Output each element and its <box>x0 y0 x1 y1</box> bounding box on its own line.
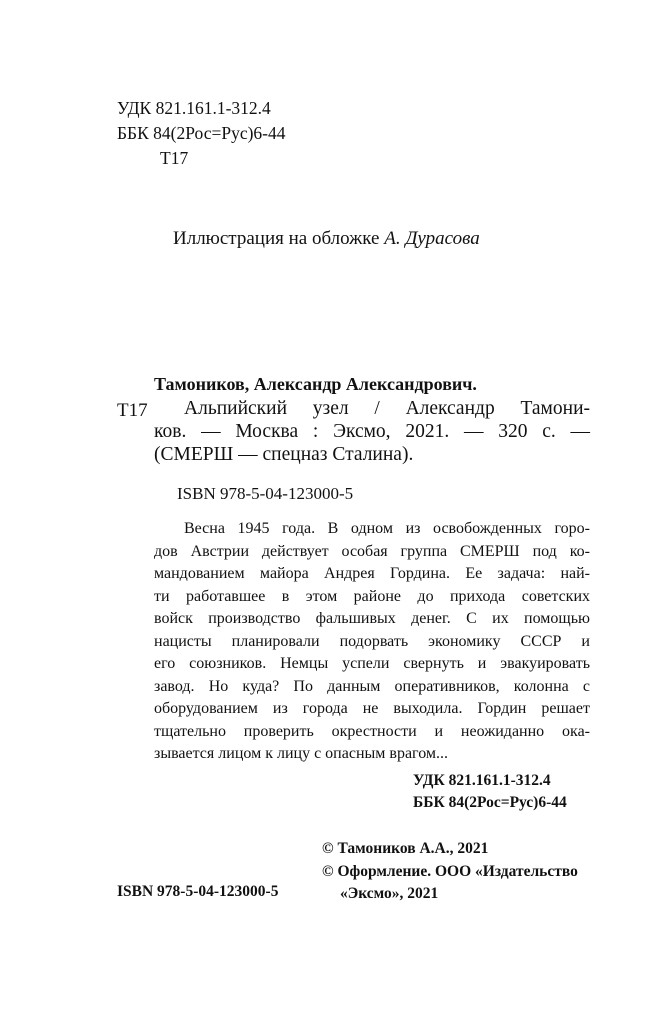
isbn-bottom: ISBN 978-5-04-123000-5 <box>117 883 279 900</box>
author-mark-left: Т17 <box>117 400 148 421</box>
bbk-code: ББК 84(2Рос=Рус)6-44 <box>413 794 567 811</box>
annotation-line: тщательно проверить окрестности и неожиданно ока- <box>154 722 590 740</box>
annotation-line: дов Австрии действует особая группа СМЕРШ под ко- <box>154 542 590 560</box>
annotation-line: нацисты планировали подорвать экономику СССР и <box>154 632 590 650</box>
copyright-author: © Тамоников А.А., 2021 <box>322 840 489 857</box>
copyright-block <box>322 838 578 906</box>
isbn-record: ISBN 978-5-04-123000-5 <box>177 484 354 503</box>
illustration-credit <box>173 228 480 250</box>
annotation <box>154 518 590 766</box>
author-heading: Тамоников, Александр Александрович. <box>154 374 477 394</box>
classification-codes <box>413 770 567 814</box>
illustration-artist: А. Дурасова <box>384 228 480 249</box>
description-line: ков. — Москва : Эксмо, 2021. — 320 с. — <box>154 421 590 442</box>
description-line: Альпийский узел / Александр Тамони- <box>184 398 590 419</box>
annotation-line: войск производство фальшивых денег. С их помощью <box>154 610 590 627</box>
copyright-design: © Оформление. ООО «Издательство <box>322 862 578 880</box>
bibliographic-description <box>154 397 590 466</box>
udk-code-top: УДК 821.161.1-312.4 <box>117 98 271 118</box>
annotation-line: Весна 1945 года. В одном из освобожденных горо- <box>184 520 590 537</box>
annotation-line: ти работавшее в этом районе до прихода советских <box>154 587 590 605</box>
bbk-code-top: ББК 84(2Рос=Рус)6-44 <box>117 123 286 143</box>
annotation-line: оборудованием из города не выходила. Гордин решает <box>154 700 590 717</box>
annotation-line: его союзников. Немцы успели свернуть и эвакуировать <box>154 655 590 672</box>
annotation-line: завод. Но куда? По данным оперативников, колонна с <box>154 677 590 695</box>
copyright-publisher: «Эксмо», 2021 <box>340 885 439 902</box>
description-line: (СМЕРШ — спецназ Сталина). <box>154 444 414 465</box>
illustration-prefix: Иллюстрация на обложке <box>173 228 385 249</box>
author-mark-top: Т17 <box>160 148 189 168</box>
annotation-line: мандованием майора Андрея Гордина. Ее задача: най- <box>154 565 590 582</box>
udk-code: УДК 821.161.1-312.4 <box>413 772 551 789</box>
annotation-line: зывается лицом к лицу с опасным врагом... <box>154 745 449 762</box>
